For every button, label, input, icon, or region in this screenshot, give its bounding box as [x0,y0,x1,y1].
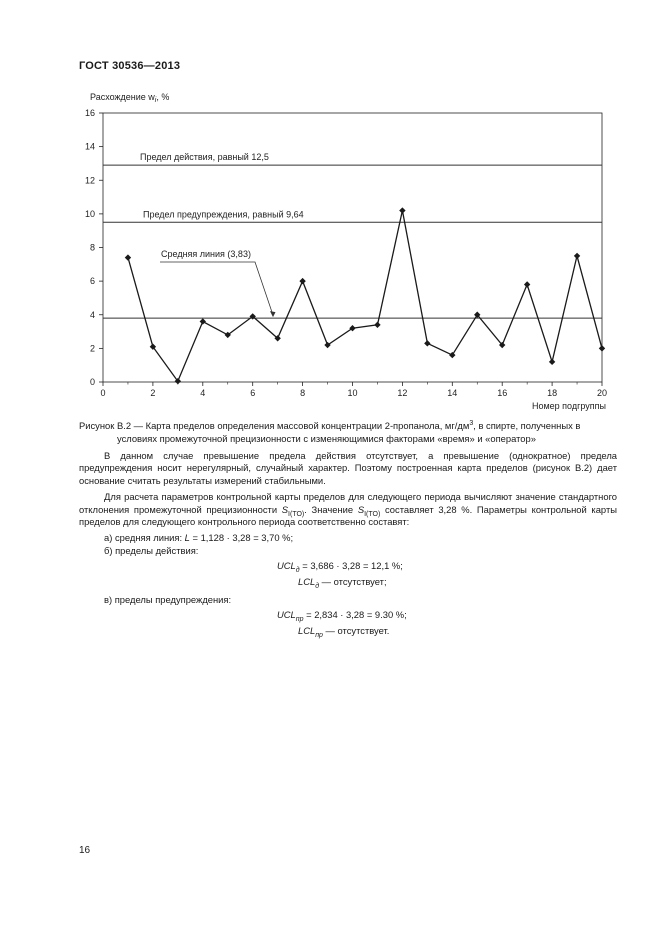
warning-limit-label: Предел предупреждения, равный 9,64 [143,209,304,220]
f4-sub: пр [315,631,323,639]
y-tick-label: 6 [89,276,95,287]
data-point [399,207,405,213]
f1-value: = 3,686 · 3,28 = 12,1 %; [299,560,403,572]
item-a-label: а) средняя линия: [104,532,185,544]
caption-line-2: условиях промежуточной прецизионности с изменяющимися факторами «время» и «оператор» [117,433,536,444]
y-axis-label: Расхождение $w_i$, % [90,92,170,104]
y-tick-label: 10 [84,208,95,219]
y-tick-label: 16 [84,108,95,118]
p2-symbol-s-sub: I(TO) [288,510,305,518]
f3-sub: пр [295,616,304,624]
data-point [424,340,430,346]
data-point [599,345,605,351]
figure-caption [79,419,617,445]
y-tick-label: 2 [89,343,95,354]
x-axis-label: Номер подгруппы [531,401,606,411]
formula-ucl-pr [79,609,617,624]
paragraph-1: В данном случае превышение предела действия отсутствует, а превышение (однократное) предела предупреждения носит нерегулярный, случайный характер. Поэтому построенная карта пределов (рисунок В.2) дает основание считать результаты измерений стабильными. [79,450,617,486]
x-tick-label: 8 [300,388,306,398]
f2-value: — отсутствует; [319,575,387,587]
y-tick-label: 12 [84,175,95,186]
caption-line-1: Рисунок В.2 — Карта пределов определения массовой концентрации 2-пропанола, мг/дм [79,420,470,431]
x-tick-label: 18 [547,388,558,398]
f4-name: LCL [298,624,316,636]
data-point [524,281,530,287]
body-text [79,450,617,640]
p2-text-b: . Значение [304,503,358,515]
page-number: 16 [79,845,91,856]
y-tick-label: 8 [89,242,95,253]
f3-value: = 2,834 · 3,28 = 9.30 %; [303,609,407,621]
formula-ucl-d [79,560,617,575]
p2-symbol-s2: S [357,503,365,515]
f2-name: LCL [298,575,316,587]
item-a-symbol: L [184,532,190,544]
f2-sub: д [315,582,320,590]
formula-lcl-pr [79,625,617,637]
y-tick-label: 4 [89,309,95,320]
y-tick-label: 14 [84,141,95,152]
x-tick-label: 16 [497,388,508,398]
p2-symbol-s: S [281,503,289,515]
x-tick-label: 14 [447,388,458,398]
y-tick-label: 0 [89,377,95,387]
paragraph-2 [79,491,617,528]
f4-value: — отсутствует. [322,624,390,636]
caption-sup: 3 [469,419,474,427]
p2-text-a: Для расчета параметров контрольной карты пределов для следующего периода вычисляют значение стандартного отклонения промежуточной прецизионности [79,491,617,515]
data-point [374,322,380,328]
data-point [200,318,206,324]
data-point [299,278,305,284]
x-tick-label: 20 [596,388,608,398]
x-tick-label: 12 [397,388,408,398]
x-tick-label: 10 [347,388,358,398]
item-a [79,532,617,544]
x-tick-label: 0 [100,388,106,398]
x-tick-label: 4 [200,388,206,398]
center-line-leader [160,262,273,315]
p2-symbol-s2-sub: I(TO) [364,510,381,518]
center-line-arrow [270,311,276,317]
data-point [125,254,131,260]
center-line-label: Средняя линия (3,83) [161,249,251,259]
f1-sub: д [295,567,300,575]
caption-line-1-end: , в спирте, полученных в [473,420,581,431]
control-chart [0,0,661,415]
item-b: б) пределы действия: [104,544,199,556]
f1-name: UCL [277,560,296,572]
f3-name: UCL [277,609,296,621]
p2-text-c: составляет 3,28 %. Параметры контрольной карты пределов для следующего контрольного периода соответственно составят: [79,503,617,528]
data-point [549,359,555,365]
item-c: в) пределы предупреждения: [104,594,232,606]
data-series-line [128,211,602,382]
action-limit-label: Предел действия, равный 12,5 [140,152,269,163]
document-header: ГОСТ 30536—2013 [79,60,181,72]
x-tick-label: 2 [150,388,156,398]
formula-lcl-d [79,576,617,588]
x-tick-label: 6 [250,388,256,398]
item-a-value: = 1,128 · 3,28 = 3,70 %; [189,532,294,544]
data-point [449,352,455,358]
data-point [574,253,580,259]
